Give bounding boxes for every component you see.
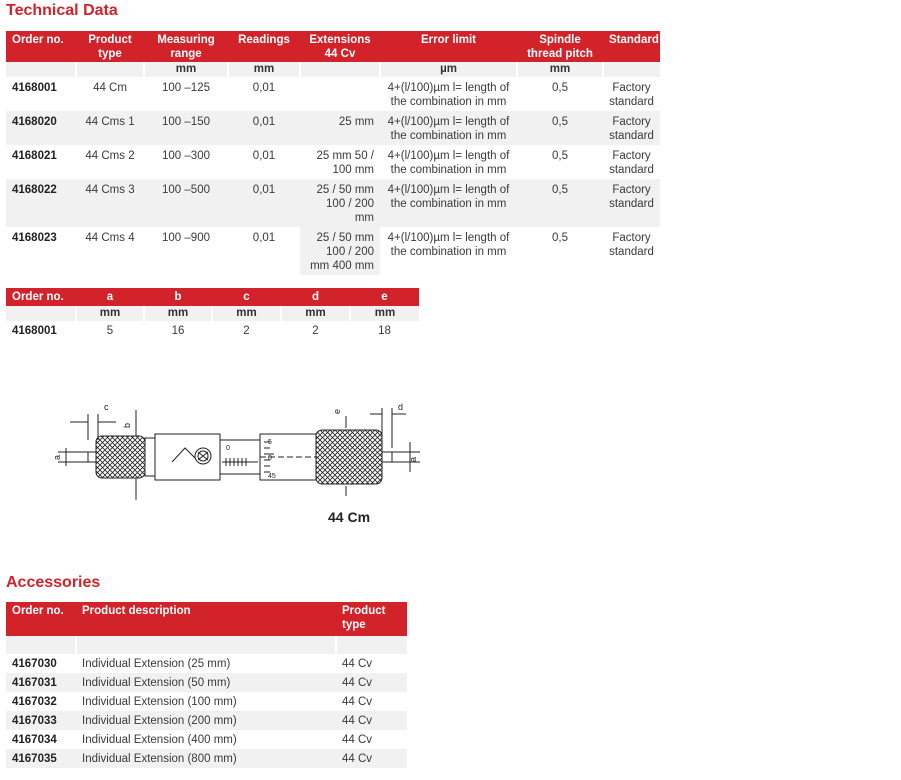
accessories-title: Accessories [6, 574, 101, 591]
unit-cell [76, 636, 336, 654]
dimensions-table [6, 288, 419, 339]
unit-cell: µm [380, 62, 517, 77]
product-type: 44 Cms 2 [76, 145, 144, 179]
product-description: Individual Extension (800 mm) [76, 749, 336, 768]
order-no: 4168001 [6, 77, 76, 111]
order-no: 4167032 [6, 692, 76, 711]
table-header-row [6, 31, 660, 62]
unit-cell [76, 62, 144, 77]
label-c: c [104, 402, 109, 412]
table-row [6, 692, 407, 711]
label-b: b [122, 422, 132, 428]
right-knurl [316, 430, 382, 484]
left-anvil [88, 452, 96, 462]
scale-0b: 0 [268, 455, 272, 462]
table-row [6, 111, 660, 145]
standard: Factory standard [603, 179, 660, 227]
col-product-type: Product type [336, 602, 407, 636]
unit-cell: mm [517, 62, 603, 77]
unit-cell: mm [350, 306, 419, 321]
unit-cell [603, 62, 660, 77]
technical-data-table [6, 31, 660, 275]
label-a-left: a [52, 454, 62, 460]
measuring-range: 100 –125 [144, 77, 228, 111]
label-d: d [398, 402, 404, 412]
units-row [6, 636, 407, 654]
spindle-pitch: 0,5 [517, 145, 603, 179]
drawing-caption: 44 Cm [328, 509, 371, 525]
col-measuring-range: Measuring range [144, 31, 228, 62]
table-row [6, 730, 407, 749]
col-error-limit: Error limit [380, 31, 517, 62]
standard: Factory standard [603, 227, 660, 275]
product-type: 44 Cms 1 [76, 111, 144, 145]
order-no: 4167031 [6, 673, 76, 692]
product-description: Individual Extension (50 mm) [76, 673, 336, 692]
error-limit: 4+(l/100)µm l= length of the combination in mm [380, 145, 517, 179]
col-product-description: Product description [76, 602, 336, 636]
extensions: 25 mm 50 / 100 mm [300, 145, 380, 179]
table-row [6, 321, 419, 339]
reading: 0,01 [228, 111, 300, 145]
error-limit: 4+(l/100)µm l= length of the combination in mm [380, 179, 517, 227]
order-no: 4167035 [6, 749, 76, 768]
product-type: 44 Cv [336, 711, 407, 730]
dim-d: 2 [281, 321, 350, 339]
product-type: 44 Cv [336, 749, 407, 768]
col-spindle-pitch: Spindle thread pitch [517, 31, 603, 62]
table-header-row [6, 288, 419, 306]
order-no: 4167034 [6, 730, 76, 749]
label-e: e [332, 408, 342, 414]
product-description: Individual Extension (200 mm) [76, 711, 336, 730]
order-no: 4168021 [6, 145, 76, 179]
col-extensions: Extensions 44 Cv [300, 31, 380, 62]
col-readings: Readings [228, 31, 300, 62]
label-a-right: a [408, 456, 418, 462]
technical-data-title: Technical Data [6, 2, 118, 19]
unit-cell [6, 636, 76, 654]
order-no: 4168001 [6, 321, 76, 339]
unit-cell [336, 636, 407, 654]
right-spindle [382, 452, 392, 462]
standard: Factory standard [603, 111, 660, 145]
standard: Factory standard [603, 145, 660, 179]
error-limit: 4+(l/100)µm l= length of the combination in mm [380, 227, 517, 275]
reading: 0,01 [228, 179, 300, 227]
units-row [6, 62, 660, 77]
col-b: b [144, 288, 212, 306]
table-row [6, 673, 407, 692]
dim-c: 2 [212, 321, 281, 339]
product-description: Individual Extension (25 mm) [76, 654, 336, 673]
unit-cell [6, 62, 76, 77]
col-order-no: Order no. [6, 602, 76, 636]
product-type: 44 Cv [336, 730, 407, 749]
table-row [6, 77, 660, 111]
product-description: Individual Extension (400 mm) [76, 730, 336, 749]
scale-5: 5 [268, 439, 272, 446]
order-no: 4168023 [6, 227, 76, 275]
order-no: 4168022 [6, 179, 76, 227]
measuring-range: 100 –150 [144, 111, 228, 145]
spindle-pitch: 0,5 [517, 77, 603, 111]
product-type: 44 Cv [336, 654, 407, 673]
error-limit: 4+(l/100)µm l= length of the combination in mm [380, 111, 517, 145]
col-order-no: Order no. [6, 288, 76, 306]
product-type: 44 Cv [336, 692, 407, 711]
col-e: e [350, 288, 419, 306]
extensions [300, 77, 380, 111]
measuring-range: 100 –300 [144, 145, 228, 179]
extensions: 25 / 50 mm 100 / 200 mm [300, 179, 380, 227]
standard: Factory standard [603, 77, 660, 111]
col-product-type: Product type [76, 31, 144, 62]
dim-b: 16 [144, 321, 212, 339]
extensions: 25 / 50 mm 100 / 200 mm 400 mm [300, 227, 380, 275]
product-type: 44 Cms 3 [76, 179, 144, 227]
col-order-no: Order no. [6, 31, 76, 62]
reading: 0,01 [228, 227, 300, 275]
col-standard: Standard [603, 31, 660, 62]
unit-cell: mm [281, 306, 350, 321]
product-type: 44 Cms 4 [76, 227, 144, 275]
table-header-row [6, 602, 407, 636]
unit-cell: mm [228, 62, 300, 77]
measuring-range: 100 –900 [144, 227, 228, 275]
spindle-pitch: 0,5 [517, 227, 603, 275]
spindle-pitch: 0,5 [517, 111, 603, 145]
table-row [6, 179, 660, 227]
reading: 0,01 [228, 77, 300, 111]
unit-cell: mm [144, 62, 228, 77]
unit-cell: mm [144, 306, 212, 321]
units-row [6, 306, 419, 321]
order-no: 4168020 [6, 111, 76, 145]
order-no: 4167030 [6, 654, 76, 673]
table-row [6, 711, 407, 730]
dim-a: 5 [76, 321, 144, 339]
col-d: d [281, 288, 350, 306]
reading: 0,01 [228, 145, 300, 179]
scale-45: 45 [268, 473, 276, 480]
scale-0: 0 [226, 445, 230, 452]
unit-cell [300, 62, 380, 77]
product-description: Individual Extension (100 mm) [76, 692, 336, 711]
table-row [6, 654, 407, 673]
error-limit: 4+(l/100)µm l= length of the combination in mm [380, 77, 517, 111]
spindle-pitch: 0,5 [517, 179, 603, 227]
measuring-range: 100 –500 [144, 179, 228, 227]
unit-cell [6, 306, 76, 321]
extensions: 25 mm [300, 111, 380, 145]
left-knurl [96, 436, 145, 478]
product-type: 44 Cv [336, 673, 407, 692]
accessories-table [6, 602, 407, 768]
col-a: a [76, 288, 144, 306]
micrometer-drawing [50, 400, 430, 530]
table-row [6, 749, 407, 768]
table-row [6, 227, 660, 275]
unit-cell: mm [76, 306, 144, 321]
product-type: 44 Cm [76, 77, 144, 111]
col-c: c [212, 288, 281, 306]
unit-cell: mm [212, 306, 281, 321]
dim-e: 18 [350, 321, 419, 339]
table-row [6, 145, 660, 179]
order-no: 4167033 [6, 711, 76, 730]
